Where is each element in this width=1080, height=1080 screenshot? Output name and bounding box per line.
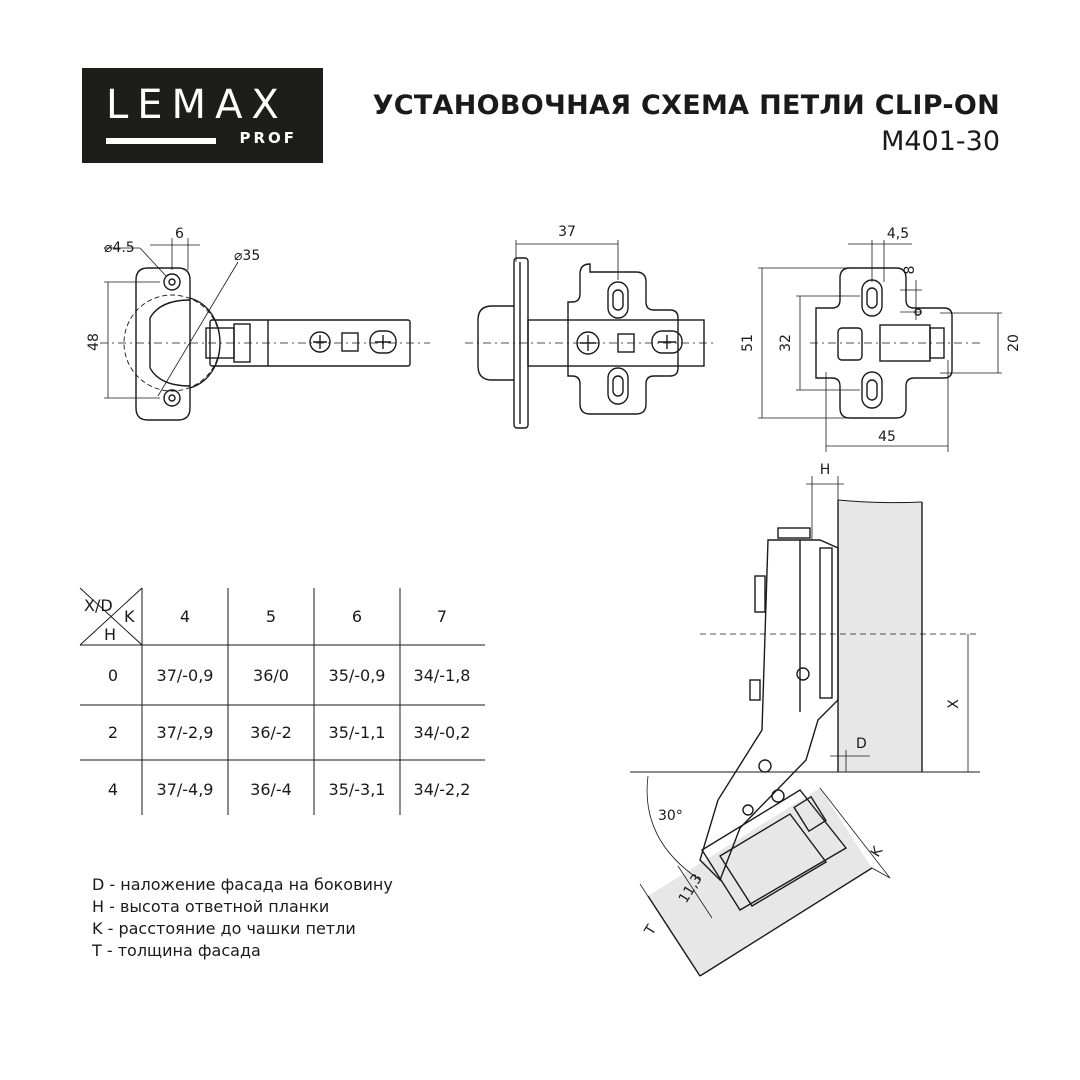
install-d-label: D <box>856 736 867 752</box>
legend-item-t: T - толщина фасада <box>92 941 261 960</box>
table-header-k5: 5 <box>265 607 277 626</box>
cup-diameter-label: ⌀35 <box>234 248 261 264</box>
legend-item-d: D - наложение фасада на боковину <box>92 875 393 894</box>
table-cell: 34/-2,2 <box>413 780 471 799</box>
depth-11-3-label: 11,3 <box>675 871 706 907</box>
dim-8-label: 8 <box>902 265 918 275</box>
hinge-side-view <box>465 240 715 428</box>
table-header-k6: 6 <box>351 607 363 626</box>
dim-20-label: 20 <box>1006 334 1022 352</box>
page-title: УСТАНОВОЧНАЯ СХЕМА ПЕТЛИ CLIP-ON <box>372 90 1000 121</box>
table-cell: 37/-2,9 <box>156 723 214 742</box>
dim-4-5-label: 4,5 <box>886 226 910 242</box>
mounting-plate-view <box>758 240 1002 452</box>
install-h-label: H <box>819 462 831 478</box>
table-row-h2: 2 <box>107 723 119 742</box>
table-cell: 34/-0,2 <box>413 723 471 742</box>
table-corner-k: K <box>124 607 135 626</box>
table-row-h0: 0 <box>107 666 119 685</box>
table-header-k7: 7 <box>436 607 448 626</box>
table-cell: 36/0 <box>253 666 289 685</box>
table-cell: 35/-0,9 <box>328 666 386 685</box>
height-48-label: 48 <box>86 333 102 351</box>
hole-diameter-label: ⌀4.5 <box>104 240 135 256</box>
hinge-top-view <box>100 238 430 420</box>
legend <box>92 874 393 962</box>
table-cell: 35/-1,1 <box>328 723 386 742</box>
table-corner-h: H <box>104 625 117 644</box>
width-37-label: 37 <box>558 224 576 240</box>
install-k-label: K <box>867 843 887 861</box>
dim-51-label: 51 <box>740 334 756 352</box>
logo-brand: LEMAX <box>106 82 288 128</box>
table-corner-xd: X/D <box>84 596 113 615</box>
table-row-h4: 4 <box>107 780 119 799</box>
legend-item-h: H - высота ответной планки <box>92 897 330 916</box>
legend-item-k: K - расстояние до чашки петли <box>92 919 356 938</box>
table-cell: 34/-1,8 <box>413 666 471 685</box>
angle-label: 30° <box>658 808 683 824</box>
install-x-label: X <box>946 699 962 709</box>
install-t-label: T <box>641 922 660 939</box>
table-cell: 36/-4 <box>250 780 292 799</box>
dim-32-label: 32 <box>778 334 794 352</box>
logo-sub: PROF <box>239 129 297 147</box>
model-number: M401-30 <box>881 126 1000 157</box>
table-cell: 37/-4,9 <box>156 780 214 799</box>
offset-label: 6 <box>175 226 184 242</box>
table-cell: 37/-0,9 <box>156 666 214 685</box>
table-header-k4: 4 <box>179 607 191 626</box>
table-cell: 36/-2 <box>250 723 292 742</box>
dim-45-label: 45 <box>878 429 896 445</box>
table-cell: 35/-3,1 <box>328 780 386 799</box>
